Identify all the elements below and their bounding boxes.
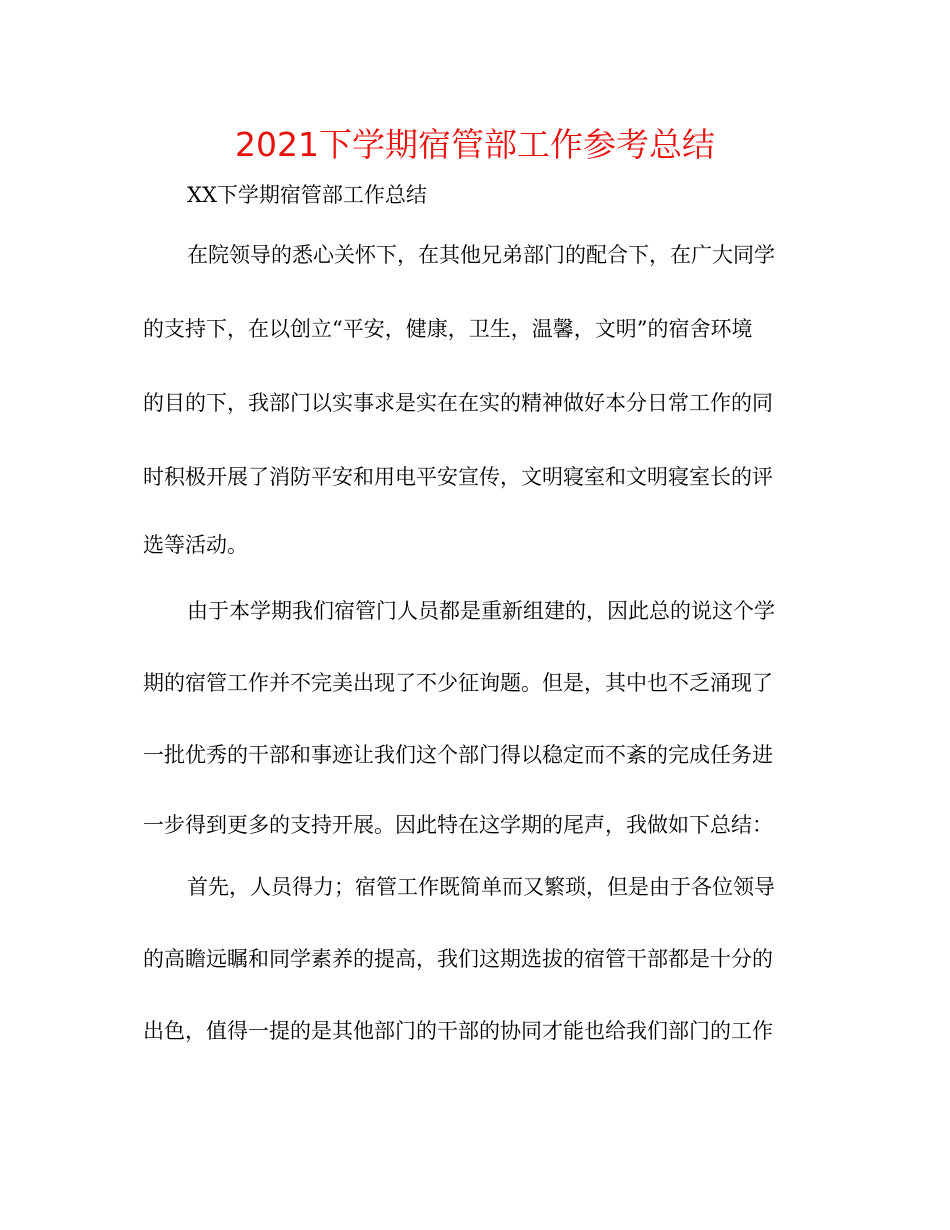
paragraph-3-line-1: 首先，人员得力；宿管工作既简单而又繁琐，但是由于各位领导 [187,875,775,899]
paragraph-3-line-2: 的高瞻远瞩和同学素养的提高，我们这期选拔的宿管干部都是十分的 [143,947,773,971]
paragraph-1-line-3: 的目的下，我部门以实事求是实在在实的精神做好本分日常工作的同 [143,391,773,415]
paragraph-2-line-1: 由于本学期我们宿管门人员都是重新组建的，因此总的说这个学 [187,599,775,623]
document-subtitle: XX下学期宿管部工作总结 [187,183,427,207]
paragraph-2-line-4: 一步得到更多的支持开展。因此特在这学期的尾声，我做如下总结： [143,813,773,837]
paragraph-1-line-5: 选等活动。 [143,533,248,557]
paragraph-2-line-3: 一批优秀的干部和事迹让我们这个部门得以稳定而不紊的完成任务进 [143,743,773,767]
paragraph-1-line-4: 时积极开展了消防平安和用电平安宣传，文明寝室和文明寝室长的评 [143,465,773,489]
paragraph-1-line-2: 的支持下，在以创立“平安，健康，卫生，温馨，文明”的宿舍环境 [143,317,753,341]
paragraph-3-line-3: 出色，值得一提的是其他部门的干部的协同才能也给我们部门的工作 [143,1019,773,1043]
document-title: 2021下学期宿管部工作参考总结 [235,125,715,164]
paragraph-2-line-2: 期的宿管工作并不完美出现了不少征询题。但是，其中也不乏涌现了 [143,671,773,695]
paragraph-1-line-1: 在院领导的悉心关怀下，在其他兄弟部门的配合下，在广大同学 [187,243,775,267]
